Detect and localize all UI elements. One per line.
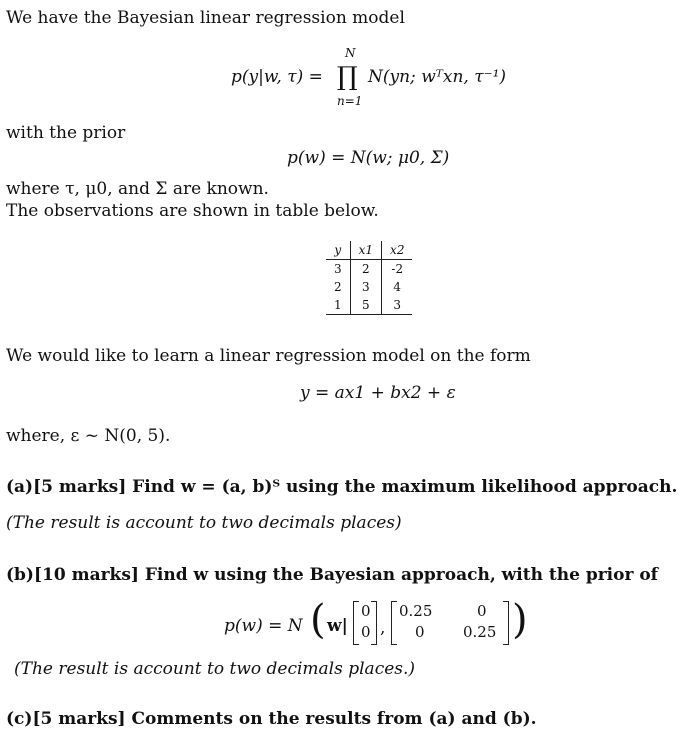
table-cell: 1 <box>326 296 350 315</box>
cov-entry: 0 <box>415 623 425 641</box>
part-a-note: (The result is account to two decimals places) <box>6 513 402 533</box>
product-upper-limit: N <box>345 46 356 60</box>
bracket <box>503 601 509 645</box>
table-cell: 2 <box>350 260 381 279</box>
cov-entry: 0.25 <box>463 623 497 641</box>
likelihood-rhs: N(yn; wᵀxn, τ⁻¹) <box>368 67 507 87</box>
table-cell: 2 <box>326 278 350 296</box>
table-row <box>326 278 412 296</box>
noise-distribution-text: where, ε ~ N(0, 5). <box>6 426 171 446</box>
mean-vector <box>353 601 377 645</box>
table-cell: 4 <box>393 280 402 294</box>
table-cell: 3 <box>326 260 350 279</box>
prior-equation: p(w) = N(w; μ0, Σ) <box>287 148 450 168</box>
product-lower-limit: n=1 <box>337 94 363 108</box>
bracket <box>371 601 377 645</box>
observations-text: The observations are shown in table below. <box>6 201 379 221</box>
observations-table <box>326 241 412 315</box>
part-b-note: (The result is account to two decimals places.) <box>14 659 416 679</box>
model-equation: y = ax1 + bx2 + ε <box>300 383 456 403</box>
likelihood-lhs: p(y|w, τ) = <box>231 67 323 87</box>
table-cell: 3 <box>382 296 413 315</box>
bracket <box>391 601 397 645</box>
product-symbol: ∏ <box>337 62 358 92</box>
table-cell: 5 <box>350 296 381 315</box>
covariance-matrix <box>391 601 509 645</box>
table-header-y: y <box>326 241 350 260</box>
mean-entry: 0 <box>361 623 371 641</box>
cov-entry: 0 <box>477 602 487 620</box>
prior-intro-text: with the prior <box>6 123 126 143</box>
prior-b-lhs: p(w) = N <box>224 616 303 636</box>
learn-model-text: We would like to learn a linear regression model on the form <box>6 346 531 366</box>
right-paren: ) <box>512 597 528 643</box>
left-paren: ( <box>310 597 326 643</box>
table-header-x2: x2 <box>382 241 413 260</box>
table-row <box>326 260 412 279</box>
table-header-row <box>326 241 412 260</box>
part-b-question: (b)[10 marks] Find w using the Bayesian approach, with the prior of <box>6 565 658 585</box>
known-parameters-text: where τ, μ0, and Σ are known. <box>6 179 269 199</box>
table-row <box>326 296 412 315</box>
bracket <box>353 601 359 645</box>
prior-b-w: w| <box>327 616 348 636</box>
intro-text: We have the Bayesian linear regression model <box>6 8 405 28</box>
table-cell: -2 <box>391 262 404 276</box>
part-a-question: (a)[5 marks] Find w = (a, b)ᵀ using the maximum likelihood approach. <box>6 477 678 497</box>
table-header-x1: x1 <box>350 241 381 260</box>
mean-entry: 0 <box>361 602 371 620</box>
part-c-question: (c)[5 marks] Comments on the results from (a) and (b). <box>6 709 537 729</box>
cov-entry: 0.25 <box>399 602 433 620</box>
comma-separator: , <box>380 618 386 638</box>
table-cell: 3 <box>350 278 381 296</box>
